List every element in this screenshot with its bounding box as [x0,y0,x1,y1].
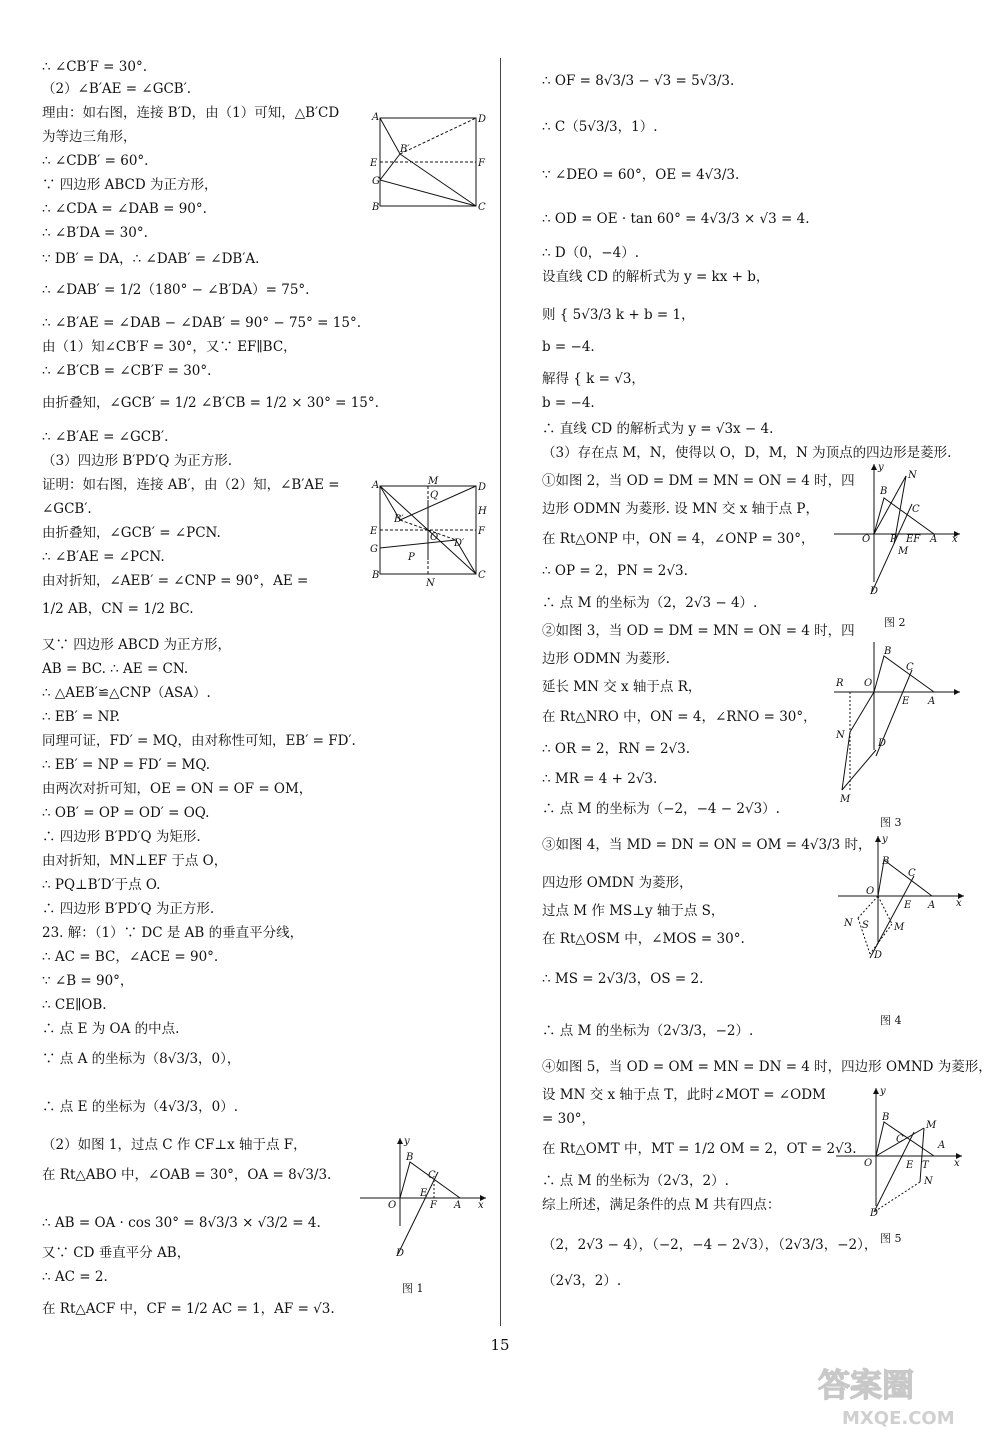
svg-text:N: N [836,730,845,741]
right-line: （2√3，2）. [542,1273,622,1289]
svg-text:C: C [478,202,486,212]
svg-text:x: x [478,1200,484,1211]
left-line: ∴ CE∥OB. [42,997,107,1013]
right-line: 综上所述，满足条件的点 M 共有四点： [542,1197,781,1213]
right-line: ④如图 5，当 OD = OM = MN = DN = 4 时，四边形 OMND 为菱形， [542,1059,992,1075]
left-line: ∴ ∠B′AE = ∠PCN. [42,549,165,565]
right-line: ∴ OP = 2，PN = 2√3. [542,563,688,579]
figure-3-caption: 图 3 [880,816,902,829]
svg-text:F: F [430,1200,437,1211]
svg-text:A: A [372,112,380,123]
left-line: ∴ ∠CDB′ = 60°. [42,153,149,169]
column-divider [500,58,501,1326]
right-line: ∴ D（0，−4）. [542,245,639,261]
svg-text:E: E [906,1160,914,1171]
figure-1-caption: 图 1 [402,1282,424,1295]
coordinate-figure-5 [834,1086,964,1226]
right-line: 四边形 OMDN 为菱形， [542,875,693,891]
svg-text:N: N [908,470,917,481]
left-line: ∵ DB′ = DA，∴ ∠DAB′ = ∠DB′A. [42,251,260,267]
right-line: ∴ C（5√3/3，1）. [542,119,658,135]
right-line: 边形 ODMN 为菱形. [542,651,670,667]
right-line: b = −4. [542,395,595,411]
svg-text:N: N [924,1176,933,1187]
watermark-big: 答案圈 [818,1366,915,1404]
svg-text:O: O [866,886,875,897]
left-line: 为等边三角形， [42,129,137,145]
svg-text:B: B [884,646,892,657]
svg-text:y: y [404,1136,410,1147]
svg-text:D: D [478,114,487,125]
svg-text:G: G [370,544,378,555]
svg-text:M: M [898,546,909,557]
right-line: ∴ OR = 2，RN = 2√3. [542,741,691,757]
svg-text:E: E [420,1188,428,1199]
svg-text:N: N [426,578,435,588]
svg-text:C: C [912,504,920,515]
left-line: 理由：如右图，连接 B′D，由（1）可知，△B′CD [42,105,340,121]
svg-text:x: x [954,1158,960,1169]
left-line: 由折叠知，∠GCB′ = ∠PCN. [42,525,221,541]
left-line: （2）如图 1，过点 C 作 CF⊥x 轴于点 F， [42,1137,307,1153]
svg-text:C: C [428,1170,436,1181]
left-line: ∴ ∠B′AE = ∠DAB − ∠DAB′ = 90° − 75° = 15°. [42,315,362,331]
right-line: 在 Rt△ONP 中，ON = 4，∠ONP = 30°， [542,531,815,547]
svg-text:H: H [478,506,487,517]
left-line: 由折叠知，∠GCB′ = 1/2 ∠B′CB = 1/2 × 30° = 15°. [42,395,379,411]
svg-text:x: x [952,534,958,545]
svg-text:B: B [406,1152,414,1163]
svg-text:D′: D′ [454,538,465,549]
svg-text:C: C [908,868,916,879]
watermark-logo [812,1360,992,1430]
coordinate-figure-3 [832,640,962,810]
right-line: 过点 M 作 MS⊥y 轴于点 S， [542,903,725,919]
svg-text:S: S [862,920,869,931]
svg-text:R: R [836,678,844,689]
figure-4-caption: 图 4 [880,1014,902,1027]
coordinate-figure-1 [358,1136,488,1266]
right-line: ∴ 点 M 的坐标为（2√3/3，−2）. [542,1023,754,1039]
right-line: ∴ 直线 CD 的解析式为 y = √3x − 4. [542,421,774,437]
left-line: 由对折知，MN⊥EF 于点 O， [42,853,228,869]
right-line: b = −4. [542,339,595,355]
svg-text:M: M [428,476,439,487]
left-line: ∴ AB = OA · cos 30° = 8√3/3 × √3/2 = 4. [42,1215,321,1231]
left-line: 在 Rt△ACF 中，CF = 1/2 AC = 1，AF = √3. [42,1301,335,1317]
left-line: ∴ ∠CDA = ∠DAB = 90°. [42,201,207,217]
svg-text:A: A [928,696,936,707]
left-line: 由两次对折可知，OE = ON = OF = OM， [42,781,313,797]
square-figure-fold-2 [368,474,490,588]
square-figure-fold-1 [370,110,490,212]
right-line: ∵ ∠DEO = 60°，OE = 4√3/3. [542,167,740,183]
left-line: ∴ OB′ = OP = OD′ = OQ. [42,805,210,821]
left-line: ∴ ∠B′CB = ∠CB′F = 30°. [42,363,212,379]
right-line: ∴ MR = 4 + 2√3. [542,771,658,787]
right-line: ①如图 2，当 OD = DM = MN = ON = 4 时，四 [542,473,855,489]
svg-text:E: E [370,526,378,537]
left-line: 由（1）知∠CB′F = 30°，又∵ EF∥BC， [42,339,297,355]
left-line: 同理可证，FD′ = MQ，由对称性可知，EB′ = FD′. [42,733,356,749]
left-line: ∵ 四边形 ABCD 为正方形， [42,177,218,193]
right-line: ③如图 4，当 MD = DN = ON = OM = 4√3/3 时， [542,837,872,853]
left-line: 由对折知，∠AEB′ = ∠CNP = 90°，AE = [42,573,309,589]
svg-text:P: P [408,552,415,563]
svg-text:x: x [956,898,962,909]
svg-text:B: B [372,570,380,581]
left-line: ∴ 四边形 B′PD′Q 为矩形. [42,829,201,845]
right-line: （3）存在点 M，N，使得以 O，D，M，N 为顶点的四边形是菱形. [542,445,952,461]
left-line: AB = BC. ∴ AE = CN. [42,661,189,677]
svg-text:T: T [922,1160,929,1171]
left-line: ∴ 点 E 为 OA 的中点. [42,1021,180,1037]
left-line: 在 Rt△ABO 中，∠OAB = 30°，OA = 8√3/3. [42,1167,332,1183]
svg-text:O: O [864,1158,873,1169]
left-line: 证明：如右图，连接 AB′，由（2）知，∠B′AE = [42,477,340,493]
right-line: 在 Rt△NRO 中，ON = 4，∠RNO = 30°， [542,709,817,725]
right-line: 设直线 CD 的解析式为 y = kx + b， [542,269,770,285]
page-number: 15 [490,1336,510,1354]
left-line: ∴ ∠DAB′ = 1/2（180° − ∠B′DA）= 75°. [42,282,310,298]
left-line: ∴ PQ⊥B′D′于点 O. [42,877,161,893]
svg-text:O: O [862,534,871,545]
svg-text:C: C [906,662,914,673]
svg-text:M: M [840,794,851,805]
svg-text:A: A [938,1140,946,1151]
left-line: ∴ 点 E 的坐标为（4√3/3，0）. [42,1099,239,1115]
right-line: 在 Rt△OMT 中，MT = 1/2 OM = 2，OT = 2√3. [542,1141,857,1157]
right-line: 则 { 5√3/3 k + b = 1， [542,307,695,323]
left-line: 23. 解：（1）∵ DC 是 AB 的垂直平分线， [42,925,304,941]
svg-text:G: G [372,176,380,187]
svg-text:M: M [894,922,905,933]
left-line: ∴ AC = 2. [42,1269,108,1285]
svg-text:B′: B′ [400,144,410,155]
left-line: ∴ ∠B′DA = 30°. [42,225,148,241]
right-line: = 30°， [542,1111,596,1127]
coordinate-figure-4 [836,834,966,974]
svg-text:P: P [890,534,897,545]
svg-text:O: O [864,678,873,689]
svg-text:O: O [430,532,439,543]
svg-text:M: M [926,1120,937,1131]
svg-text:A: A [928,900,936,911]
svg-text:y: y [880,1086,886,1097]
svg-text:y: y [878,462,884,473]
svg-text:B′: B′ [394,514,404,525]
right-line: 边形 ODMN 为菱形. 设 MN 交 x 轴于点 P， [542,501,819,517]
watermark-small: MXQE.COM [842,1408,955,1429]
left-line: ∴ 四边形 B′PD′Q 为正方形. [42,901,215,917]
svg-text:B: B [882,1112,890,1123]
right-line: ∴ OF = 8√3/3 − √3 = 5√3/3. [542,73,735,89]
left-line: ∴ AC = BC，∠ACE = 90°. [42,949,219,965]
right-line: ②如图 3，当 OD = DM = MN = ON = 4 时，四 [542,623,855,639]
figure-2-caption: 图 2 [884,616,906,629]
svg-text:D: D [878,738,887,749]
svg-text:D: D [874,950,883,961]
svg-text:D: D [870,586,879,597]
left-line: 又∵ CD 垂直平分 AB， [42,1245,191,1261]
right-line: ∴ 点 M 的坐标为（2√3，2）. [542,1173,729,1189]
right-line: 解得 { k = √3， [542,371,645,387]
left-line: ∴ ∠CB′F = 30°. [42,59,147,75]
right-line: ∴ 点 M 的坐标为（2，2√3 − 4）. [542,595,758,611]
left-line: ∴ △AEB′≌△CNP（ASA）. [42,685,211,701]
svg-text:N: N [844,918,853,929]
left-line: ∴ EB′ = NP. [42,709,121,725]
left-line: 1/2 AB，CN = 1/2 BC. [42,601,194,617]
svg-text:A: A [454,1200,462,1211]
left-line: ∴ ∠B′AE = ∠GCB′. [42,429,169,445]
left-line: ∴ EB′ = NP = FD′ = MQ. [42,757,211,773]
left-line: （2）∠B′AE = ∠GCB′. [42,81,192,97]
svg-text:B: B [880,486,888,497]
svg-text:O: O [388,1200,397,1211]
right-line: 延长 MN 交 x 轴于点 R， [542,679,702,695]
right-line: ∴ MS = 2√3/3，OS = 2. [542,971,704,987]
svg-text:A: A [930,534,938,545]
svg-text:D: D [396,1248,405,1259]
svg-text:F: F [478,526,485,537]
figure-5-caption: 图 5 [880,1232,902,1245]
svg-text:C: C [896,1134,904,1145]
right-line: ∴ OD = OE · tan 60° = 4√3/3 × √3 = 4. [542,211,810,227]
svg-text:y: y [882,834,888,845]
svg-text:B: B [372,202,380,212]
right-line: （2，2√3 − 4），（−2，−4 − 2√3），（2√3/3，−2）， [542,1237,878,1253]
left-line: ∵ 点 A 的坐标为（8√3/3，0）， [42,1051,241,1067]
left-line: 又∵ 四边形 ABCD 为正方形， [42,637,231,653]
left-line: （3）四边形 B′PD′Q 为正方形. [42,453,232,469]
svg-text:D: D [870,1208,879,1219]
coordinate-figure-2 [832,462,962,612]
left-line: ∠GCB′. [42,501,92,517]
right-line: ∴ 点 M 的坐标为（−2，−4 − 2√3）. [542,801,780,817]
svg-text:EF: EF [906,534,921,545]
right-line: 设 MN 交 x 轴于点 T，此时∠MOT = ∠ODM [542,1087,826,1103]
svg-text:D: D [478,482,487,493]
svg-text:B: B [882,856,890,867]
right-line: 在 Rt△OSM 中，∠MOS = 30°. [542,931,745,947]
svg-text:C: C [478,570,486,581]
svg-text:E: E [904,900,912,911]
svg-text:A: A [372,480,380,491]
svg-text:F: F [478,158,485,169]
svg-text:E: E [902,696,910,707]
svg-text:Q: Q [430,490,439,501]
svg-text:E: E [370,158,378,169]
left-line: ∵ ∠B = 90°， [42,973,134,989]
